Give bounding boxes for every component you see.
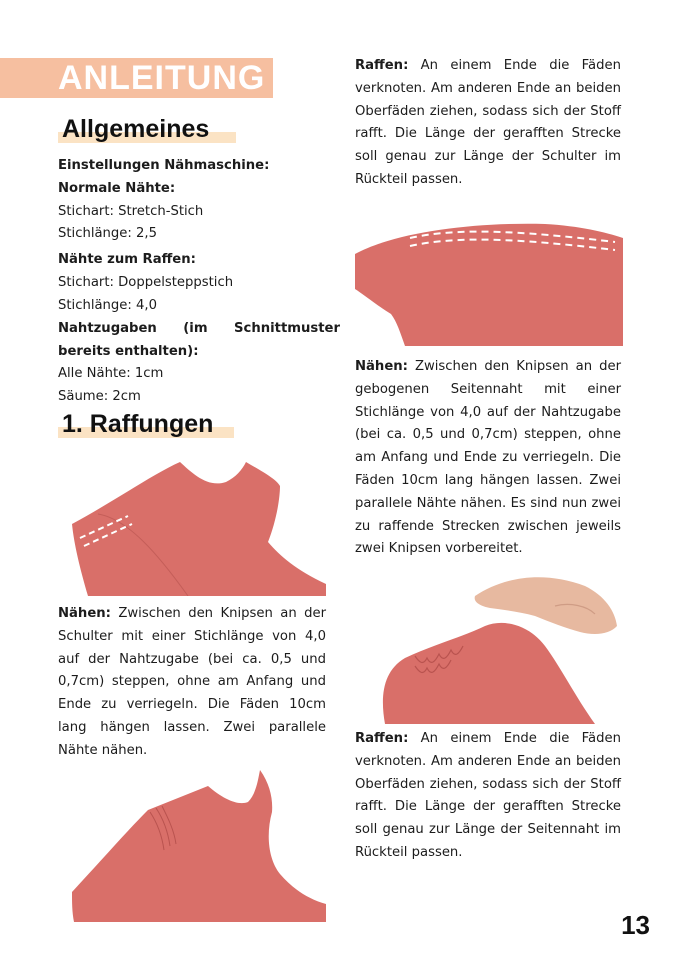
seam-all: Alle Nähte: 1cm	[58, 366, 164, 381]
photo-side-gathered	[355, 566, 623, 724]
heading-gathering: 1. Raffungen	[62, 410, 214, 438]
sew-shoulder-text: Nähen: Zwischen den Knipsen an der Schulter mit einer Stichlänge von 4,0 auf der Nahtzugabe (bei ca. 0,5 und 0,7cm) steppen, ohne am Anfang und Ende zu verriegeln. Die Fäden 10cm lang hängen lassen. Zwei parallele Nähte nähen.	[58, 606, 326, 758]
sew-side-text: Nähen: Zwischen den Knipsen an der gebogenen Seitennaht mit einer Stichlänge von 4,0 auf der Nahtzugabe (bei ca. 0,5 und 0,7cm) steppen, ohne am Anfang und Ende zu verriegeln. Die Fäden 10cm lang hängen lassen. Zwei parallele Nähte nähen. Es sind nun zwei zu raffende Strecken zwischen jeweils zwei Knipsen vorbereitet.	[355, 359, 621, 557]
photo-shoulder-gathered	[58, 764, 326, 922]
page-number: 13	[621, 910, 650, 940]
gather-side-text: Raffen: An einem Ende die Fäden verknoten. Am anderen Ende an beiden Oberfäden ziehen, sodass sich der Stoff rafft. Die Länge der gerafften Strecke soll genau zur Länge der Seitennaht im Rückteil passen.	[355, 731, 621, 860]
page-title: ANLEITUNG	[58, 59, 266, 97]
seam-hem: Säume: 2cm	[58, 389, 141, 404]
gather-length: Stichlänge: 4,0	[58, 298, 158, 313]
photo-shoulder-stitches	[58, 444, 326, 596]
photo-side-seam-stitches	[355, 194, 623, 346]
gather-stitch: Stichart: Doppelsteppstich	[58, 275, 234, 290]
normal-length: Stichlänge: 2,5	[58, 226, 158, 241]
normal-stitch: Stichart: Stretch-Stich	[58, 204, 204, 219]
seam-allowance-title: Nahtzugaben (im Schnittmuster bereits enthalten):	[58, 321, 340, 359]
settings-title: Einstellungen Nähmaschine:	[58, 158, 270, 173]
gather-seams-title: Nähte zum Raffen:	[58, 252, 196, 267]
heading-general: Allgemeines	[62, 115, 210, 143]
gather-shoulder-text: Raffen: An einem Ende die Fäden verknoten. Am anderen Ende an beiden Oberfäden ziehen, sodass sich der Stoff rafft. Die Länge der gerafften Strecke soll genau zur Länge der Schulter im Rückteil passen.	[355, 58, 621, 187]
normal-seams-title: Normale Nähte:	[58, 181, 176, 196]
